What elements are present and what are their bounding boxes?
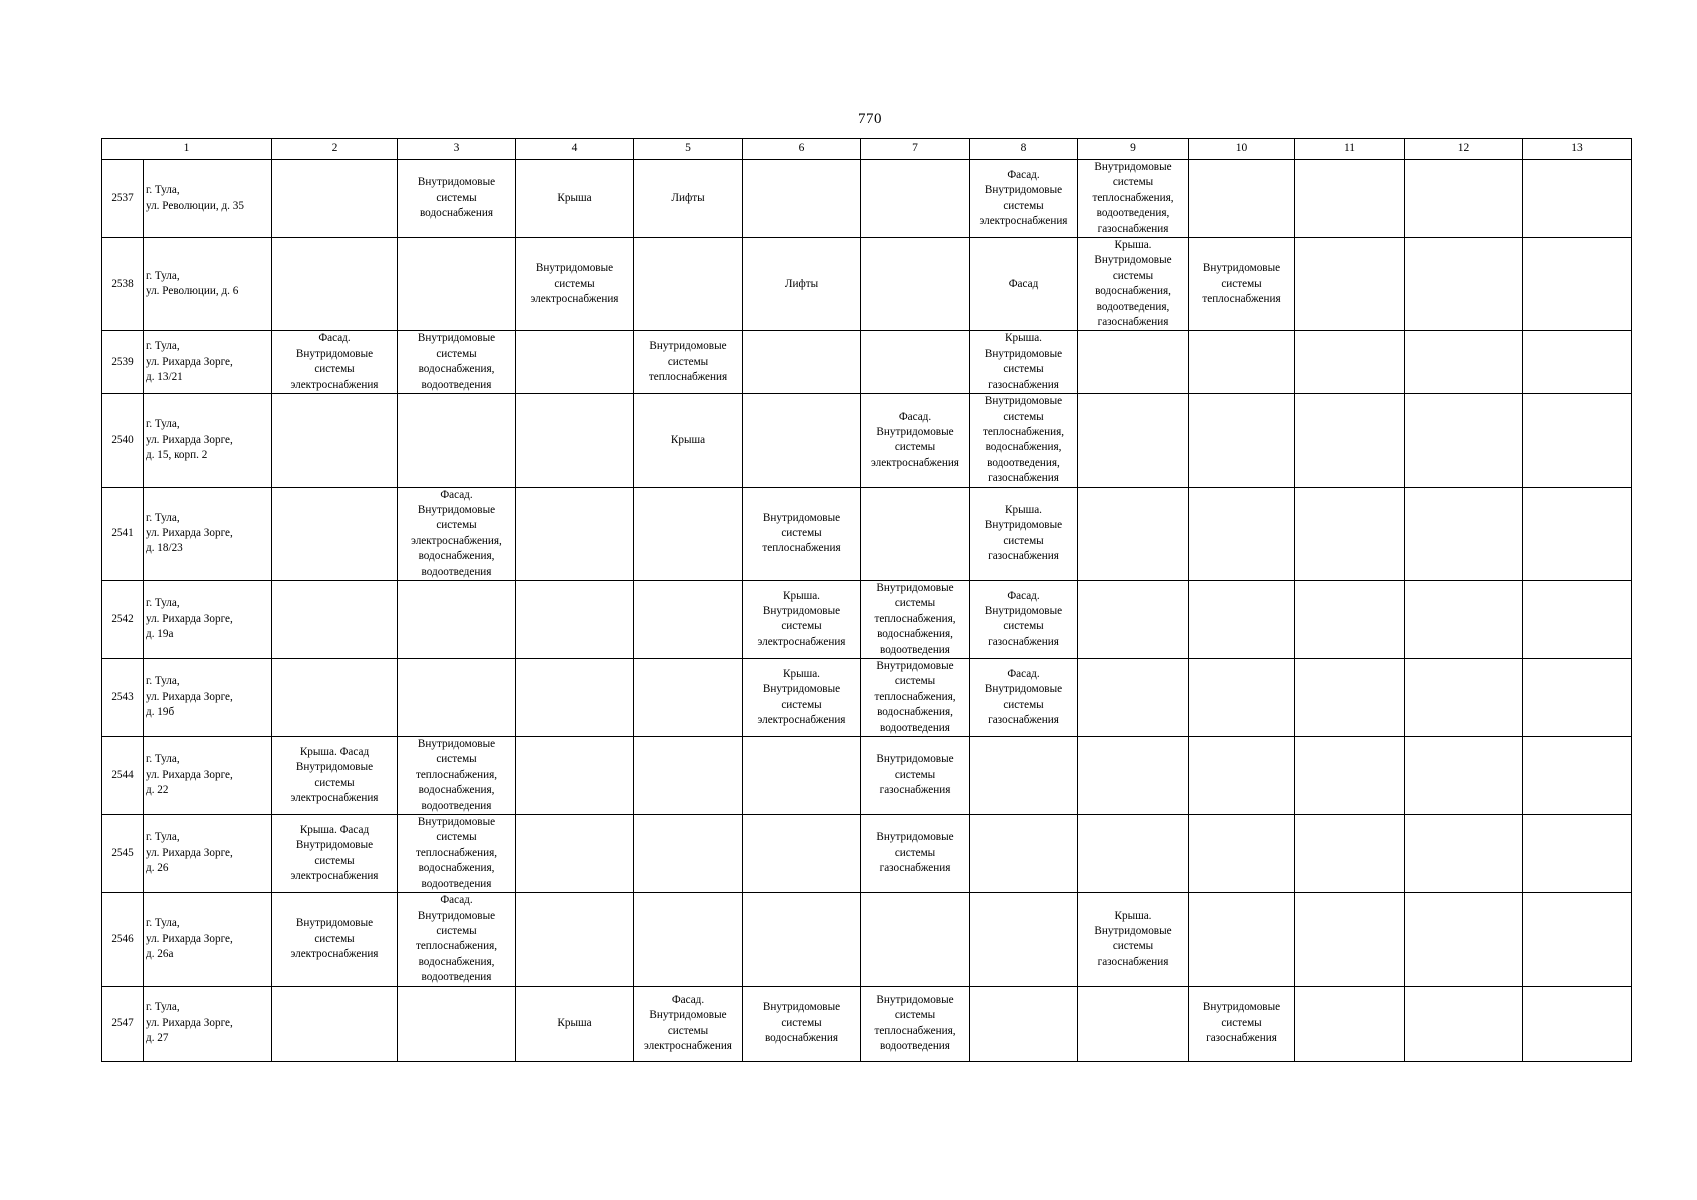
header-col-6: 6 [743,139,861,160]
work-cell-2 [272,394,398,487]
work-cell-8: Фасад [970,238,1078,331]
work-cell-5: Крыша [634,394,743,487]
work-cell-4 [516,659,634,737]
table-row [102,659,1632,737]
work-cell-4: Крыша [516,986,634,1061]
work-cell-6 [743,815,861,893]
work-cell-6: Крыша. Внутридомовые системы электроснабжения [743,580,861,658]
work-cell-2: Фасад. Внутридомовые системы электроснабжения [272,331,398,394]
work-cell-12 [1405,487,1523,580]
work-cell-7: Внутридомовые системы газоснабжения [861,815,970,893]
work-cell-4 [516,815,634,893]
work-cell-11 [1295,580,1405,658]
work-cell-9 [1078,487,1189,580]
work-cell-2 [272,659,398,737]
work-cell-3 [398,580,516,658]
work-cell-6: Внутридомовые системы водоснабжения [743,986,861,1061]
table-row [102,160,1632,238]
work-cell-9 [1078,394,1189,487]
row-number: 2541 [102,487,144,580]
header-col-12: 12 [1405,139,1523,160]
work-cell-8 [970,893,1078,986]
header-col-8: 8 [970,139,1078,160]
row-number: 2537 [102,160,144,238]
work-cell-5 [634,815,743,893]
address-cell: г. Тула, ул. Рихарда Зорге, д. 15, корп. 2 [144,394,272,487]
work-cell-10: Внутридомовые системы теплоснабжения [1189,238,1295,331]
work-cell-3 [398,659,516,737]
row-number: 2546 [102,893,144,986]
work-cell-9 [1078,986,1189,1061]
work-cell-7 [861,331,970,394]
header-col-7: 7 [861,139,970,160]
work-cell-8: Фасад. Внутридомовые системы газоснабжения [970,659,1078,737]
work-cell-5 [634,487,743,580]
work-cell-11 [1295,815,1405,893]
table-row [102,238,1632,331]
work-cell-12 [1405,160,1523,238]
work-cell-7: Внутридомовые системы газоснабжения [861,737,970,815]
table-row [102,487,1632,580]
work-cell-10 [1189,394,1295,487]
header-col-11: 11 [1295,139,1405,160]
table-row [102,394,1632,487]
work-cell-11 [1295,331,1405,394]
work-cell-10: Внутридомовые системы газоснабжения [1189,986,1295,1061]
row-number: 2544 [102,737,144,815]
work-cell-12 [1405,893,1523,986]
work-cell-9 [1078,331,1189,394]
work-cell-6 [743,893,861,986]
work-cell-5 [634,659,743,737]
work-cell-8: Крыша. Внутридомовые системы газоснабжения [970,331,1078,394]
work-cell-3: Внутридомовые системы водоснабжения, водоотведения [398,331,516,394]
work-cell-5: Внутридомовые системы теплоснабжения [634,331,743,394]
work-cell-7: Фасад. Внутридомовые системы электроснабжения [861,394,970,487]
work-cell-10 [1189,160,1295,238]
work-cell-3: Внутридомовые системы теплоснабжения, водоснабжения, водоотведения [398,815,516,893]
work-cell-6: Внутридомовые системы теплоснабжения [743,487,861,580]
address-cell: г. Тула, ул. Рихарда Зорге, д. 27 [144,986,272,1061]
table-row [102,580,1632,658]
work-cell-3: Внутридомовые системы водоснабжения [398,160,516,238]
work-cell-8: Крыша. Внутридомовые системы газоснабжения [970,487,1078,580]
work-cell-9: Внутридомовые системы теплоснабжения, водоотведения, газоснабжения [1078,160,1189,238]
repair-schedule-table [101,138,1632,1062]
address-cell: г. Тула, ул. Рихарда Зорге, д. 19а [144,580,272,658]
work-cell-13 [1523,815,1632,893]
row-number: 2543 [102,659,144,737]
address-cell: г. Тула, ул. Рихарда Зорге, д. 13/21 [144,331,272,394]
work-cell-2 [272,986,398,1061]
work-cell-11 [1295,394,1405,487]
work-cell-9 [1078,659,1189,737]
row-number: 2545 [102,815,144,893]
row-number: 2547 [102,986,144,1061]
work-cell-5 [634,238,743,331]
header-col-3: 3 [398,139,516,160]
work-cell-11 [1295,238,1405,331]
address-cell: г. Тула, ул. Рихарда Зорге, д. 18/23 [144,487,272,580]
work-cell-12 [1405,986,1523,1061]
work-cell-3 [398,986,516,1061]
address-cell: г. Тула, ул. Революции, д. 6 [144,238,272,331]
work-cell-7: Внутридомовые системы теплоснабжения, водоснабжения, водоотведения [861,580,970,658]
work-cell-9: Крыша. Внутридомовые системы газоснабжения [1078,893,1189,986]
work-cell-4 [516,580,634,658]
work-cell-8: Фасад. Внутридомовые системы газоснабжения [970,580,1078,658]
work-cell-13 [1523,986,1632,1061]
row-number: 2539 [102,331,144,394]
table-row [102,815,1632,893]
work-cell-13 [1523,331,1632,394]
address-cell: г. Тула, ул. Рихарда Зорге, д. 22 [144,737,272,815]
header-col-9: 9 [1078,139,1189,160]
work-cell-12 [1405,238,1523,331]
work-cell-2 [272,580,398,658]
work-cell-10 [1189,659,1295,737]
header-col-4: 4 [516,139,634,160]
work-cell-11 [1295,487,1405,580]
table-row [102,737,1632,815]
work-cell-7 [861,160,970,238]
work-cell-10 [1189,815,1295,893]
address-cell: г. Тула, ул. Рихарда Зорге, д. 26а [144,893,272,986]
work-cell-13 [1523,394,1632,487]
work-cell-8: Внутридомовые системы теплоснабжения, водоснабжения, водоотведения, газоснабжения [970,394,1078,487]
work-cell-9: Крыша. Внутридомовые системы водоснабжения, водоотведения, газоснабжения [1078,238,1189,331]
work-cell-2: Внутридомовые системы электроснабжения [272,893,398,986]
page-number: 770 [858,111,882,127]
work-cell-4 [516,487,634,580]
header-col-13: 13 [1523,139,1632,160]
work-cell-3: Внутридомовые системы теплоснабжения, водоснабжения, водоотведения [398,737,516,815]
work-cell-4: Внутридомовые системы электроснабжения [516,238,634,331]
work-cell-2: Крыша. Фасад Внутридомовые системы электроснабжения [272,737,398,815]
work-cell-5 [634,580,743,658]
work-cell-5: Лифты [634,160,743,238]
work-cell-5: Фасад. Внутридомовые системы электроснабжения [634,986,743,1061]
work-cell-11 [1295,893,1405,986]
work-cell-3: Фасад. Внутридомовые системы электроснабжения, водоснабжения, водоотведения [398,487,516,580]
work-cell-11 [1295,160,1405,238]
work-cell-3: Фасад. Внутридомовые системы теплоснабжения, водоснабжения, водоотведения [398,893,516,986]
work-cell-13 [1523,160,1632,238]
header-row [102,139,1632,160]
work-cell-6 [743,331,861,394]
work-cell-11 [1295,659,1405,737]
work-cell-6 [743,160,861,238]
work-cell-6 [743,737,861,815]
work-cell-8 [970,737,1078,815]
address-cell: г. Тула, ул. Рихарда Зорге, д. 26 [144,815,272,893]
work-cell-12 [1405,394,1523,487]
header-col-10: 10 [1189,139,1295,160]
work-cell-12 [1405,331,1523,394]
work-cell-10 [1189,331,1295,394]
work-cell-9 [1078,737,1189,815]
address-cell: г. Тула, ул. Рихарда Зорге, д. 19б [144,659,272,737]
work-cell-9 [1078,815,1189,893]
work-cell-7 [861,893,970,986]
work-cell-10 [1189,737,1295,815]
row-number: 2540 [102,394,144,487]
work-cell-3 [398,238,516,331]
work-cell-7: Внутридомовые системы теплоснабжения, водоснабжения, водоотведения [861,659,970,737]
work-cell-13 [1523,737,1632,815]
work-cell-13 [1523,487,1632,580]
work-cell-12 [1405,737,1523,815]
address-cell: г. Тула, ул. Революции, д. 35 [144,160,272,238]
work-cell-13 [1523,893,1632,986]
table-row [102,893,1632,986]
work-cell-13 [1523,659,1632,737]
work-cell-8 [970,815,1078,893]
row-number: 2538 [102,238,144,331]
row-number: 2542 [102,580,144,658]
work-cell-6 [743,394,861,487]
work-cell-8 [970,986,1078,1061]
work-cell-4 [516,394,634,487]
work-cell-2 [272,487,398,580]
work-cell-3 [398,394,516,487]
work-cell-7 [861,487,970,580]
work-cell-6: Крыша. Внутридомовые системы электроснабжения [743,659,861,737]
work-cell-10 [1189,580,1295,658]
header-col-5: 5 [634,139,743,160]
work-cell-2: Крыша. Фасад Внутридомовые системы электроснабжения [272,815,398,893]
work-cell-12 [1405,815,1523,893]
work-cell-5 [634,737,743,815]
work-cell-10 [1189,487,1295,580]
work-cell-11 [1295,986,1405,1061]
work-cell-2 [272,238,398,331]
table-row [102,986,1632,1061]
work-cell-12 [1405,580,1523,658]
work-cell-6: Лифты [743,238,861,331]
work-cell-4 [516,737,634,815]
work-cell-4 [516,331,634,394]
work-cell-5 [634,893,743,986]
header-col-2: 2 [272,139,398,160]
work-cell-11 [1295,737,1405,815]
work-cell-4 [516,893,634,986]
work-cell-7 [861,238,970,331]
table-row [102,331,1632,394]
work-cell-12 [1405,659,1523,737]
work-cell-8: Фасад. Внутридомовые системы электроснабжения [970,160,1078,238]
work-cell-13 [1523,238,1632,331]
header-col-1: 1 [102,139,272,160]
work-cell-9 [1078,580,1189,658]
work-cell-13 [1523,580,1632,658]
work-cell-10 [1189,893,1295,986]
work-cell-4: Крыша [516,160,634,238]
work-cell-7: Внутридомовые системы теплоснабжения, водоотведения [861,986,970,1061]
work-cell-2 [272,160,398,238]
